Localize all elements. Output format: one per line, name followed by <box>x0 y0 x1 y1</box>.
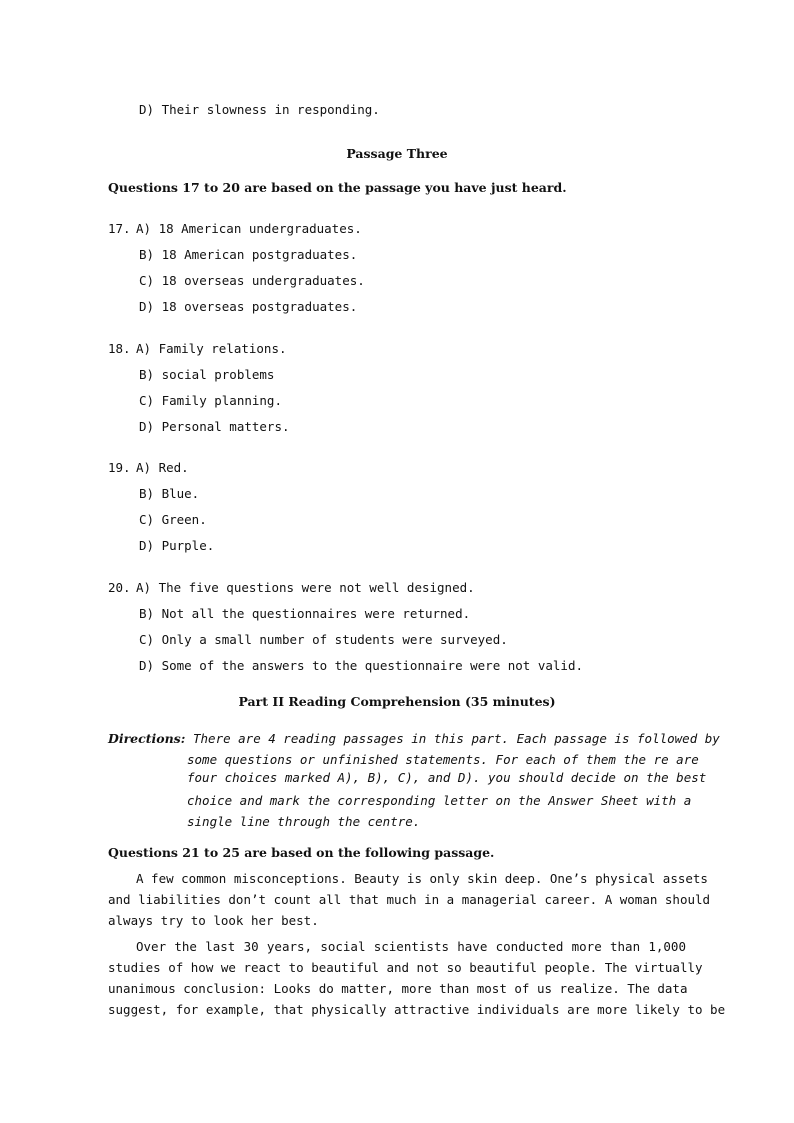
option-a: A) 18 American undergraduates. <box>136 221 362 236</box>
option-d: D) Purple. <box>139 538 215 553</box>
option-b: B) Not all the questionnaires were returned. <box>139 606 471 621</box>
prev-question-option-d: D) Their slowness in responding. <box>139 102 380 117</box>
directions-line <box>193 731 720 746</box>
passage-three-heading: Passage Three <box>346 146 448 161</box>
option-a: A) Family relations. <box>136 341 287 356</box>
questions-21-25-instruction: Questions 21 to 25 are based on the following passage. <box>108 845 495 860</box>
directions-label: Directions: <box>108 731 186 746</box>
paragraph-line: Over the last 30 years, social scientists have conducted more than 1,000 <box>136 939 686 954</box>
option-b: B) social problems <box>139 367 275 382</box>
questions-17-20-instruction: Questions 17 to 20 are based on the passage you have just heard. <box>108 180 567 195</box>
question-number: 20. <box>108 580 131 595</box>
question-number: 17. <box>108 221 131 236</box>
option-c: C) Green. <box>139 512 207 527</box>
paragraph-line: unanimous conclusion: Looks do matter, more than most of us realize. The data <box>108 981 688 996</box>
paragraph-line: always try to look her best. <box>108 913 319 928</box>
paragraph-line: suggest, for example, that physically attractive individuals are more likely to be <box>108 1002 726 1017</box>
option-c: C) Only a small number of students were surveyed. <box>139 632 508 647</box>
paragraph-line: studies of how we react to beautiful and not so beautiful people. The virtually <box>108 960 703 975</box>
paragraph-line: and liabilities don’t count all that much in a managerial career. A woman should <box>108 892 711 907</box>
option-d: D) Some of the answers to the questionnaire were not valid. <box>139 658 584 673</box>
directions-line: single line through the centre. <box>187 814 421 829</box>
option-a: A) The five questions were not well designed. <box>136 580 475 595</box>
directions-line: some questions or unfinished statements. For each of them the re are <box>187 752 699 767</box>
option-a: A) Red. <box>136 460 189 475</box>
option-d: D) Personal matters. <box>139 419 290 434</box>
option-b: B) 18 American postgraduates. <box>139 247 358 262</box>
option-d: D) 18 overseas postgraduates. <box>139 299 358 314</box>
paragraph-line: A few common misconceptions. Beauty is only skin deep. One’s physical assets <box>136 871 708 886</box>
directions-line: four choices marked A), B), C), and D). you should decide on the best <box>187 770 707 785</box>
option-c: C) Family planning. <box>139 393 282 408</box>
question-number: 19. <box>108 460 131 475</box>
option-c: C) 18 overseas undergraduates. <box>139 273 365 288</box>
directions-text: There are 4 reading passages in this part. Each passage is followed by <box>193 731 720 746</box>
part-two-heading: Part II Reading Comprehension (35 minutes) <box>238 694 556 709</box>
directions-line: choice and mark the corresponding letter on the Answer Sheet with a <box>187 793 692 808</box>
question-number: 18. <box>108 341 131 356</box>
option-b: B) Blue. <box>139 486 200 501</box>
